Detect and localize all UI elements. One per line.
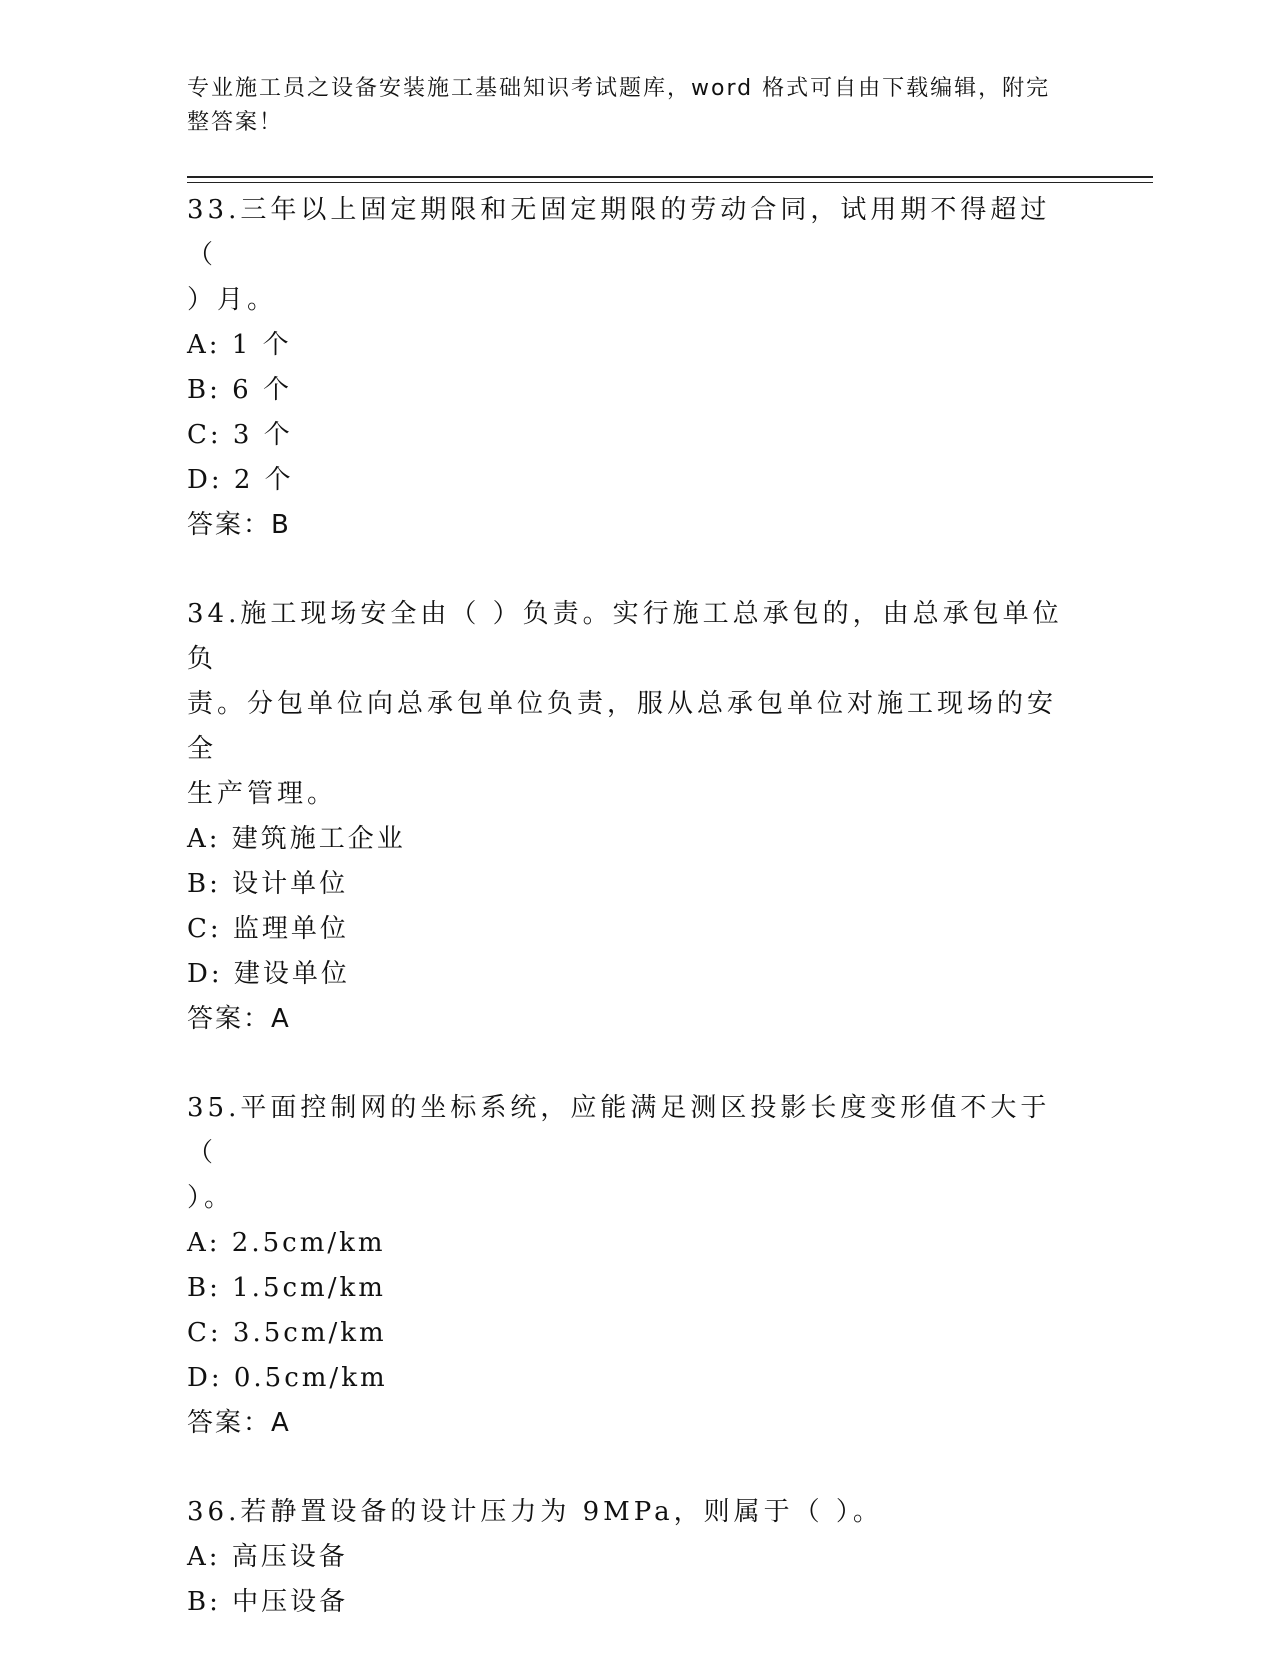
question-stem-line: ）月。 bbox=[187, 285, 278, 315]
option-a: A: 2.5cm/km bbox=[187, 1228, 386, 1258]
question-stem-line: ）。 bbox=[187, 1183, 235, 1213]
document-header bbox=[187, 72, 1067, 140]
option-c: C: 3.5cm/km bbox=[187, 1318, 387, 1348]
question-34 bbox=[187, 592, 1067, 1042]
option-c: C: 监理单位 bbox=[187, 914, 349, 944]
option-b: B: 设计单位 bbox=[187, 869, 349, 899]
question-stem-line: 生产管理。 bbox=[187, 779, 338, 809]
question-stem-line: 34.施工现场安全由（ ）负责。实行施工总承包的，由总承包单位负 bbox=[187, 599, 1063, 674]
question-stem-line: 33.三年以上固定期限和无固定期限的劳动合同，试用期不得超过（ bbox=[187, 195, 1051, 270]
option-a: A: 建筑施工企业 bbox=[187, 824, 406, 854]
option-a: A: 1 个 bbox=[187, 330, 292, 360]
question-list bbox=[187, 188, 1067, 1669]
option-b: B: 6 个 bbox=[187, 375, 292, 405]
option-d: D: 建设单位 bbox=[187, 959, 350, 989]
header-line-2: 整答案！ bbox=[187, 110, 284, 135]
question-35 bbox=[187, 1086, 1067, 1446]
option-d: D: 2 个 bbox=[187, 465, 294, 495]
answer-line: 答案：B bbox=[187, 510, 291, 540]
header-line-1: 专业施工员之设备安装施工基础知识考试题库，word 格式可自由下载编辑，附完 bbox=[187, 76, 1051, 101]
question-33 bbox=[187, 188, 1067, 548]
question-36 bbox=[187, 1490, 1067, 1625]
option-d: D: 0.5cm/km bbox=[187, 1363, 388, 1393]
option-a: A: 高压设备 bbox=[187, 1542, 348, 1572]
option-b: B: 1.5cm/km bbox=[187, 1273, 386, 1303]
header-divider-thick bbox=[187, 176, 1153, 178]
question-stem-line: 36.若静置设备的设计压力为 9MPa，则属于（ ）。 bbox=[187, 1497, 883, 1527]
answer-line: 答案：A bbox=[187, 1408, 291, 1438]
header-divider-thin bbox=[187, 182, 1153, 183]
answer-line: 答案：A bbox=[187, 1004, 291, 1034]
question-stem-line: 责。分包单位向总承包单位负责，服从总承包单位对施工现场的安全 bbox=[187, 689, 1058, 764]
option-c: C: 3 个 bbox=[187, 420, 293, 450]
option-b: B: 中压设备 bbox=[187, 1587, 349, 1617]
question-stem-line: 35.平面控制网的坐标系统，应能满足测区投影长度变形值不大于（ bbox=[187, 1093, 1051, 1168]
